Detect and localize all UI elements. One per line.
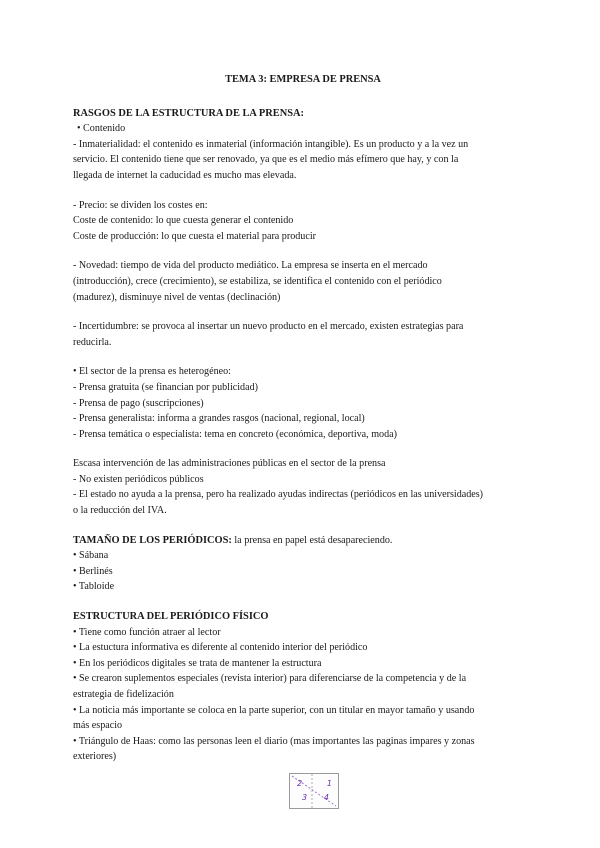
haas-label-1: 1 [326,778,332,788]
document-title: TEMA 3: EMPRESA DE PRENSA [225,74,381,85]
precio-line-3: Coste de producción: lo que cuesta el material para producir [73,230,316,242]
tamano-item-berlines: • Berlinés [73,565,113,577]
haas-figure-wrap [73,773,533,809]
intervencion-line-3: - El estado no ayuda a la prensa, pero ha realizado ayudas indirectas (periódicos en las universidades) [73,489,484,501]
haas-label-2: 2 [297,778,303,788]
novedad-line-3: (madurez), disminuye nivel de ventas (declinación) [73,291,281,303]
estructura-line-5: estrategia de fidelización [73,689,174,700]
inmaterialidad-line-3: llegada de internet la caducidad es mucho mas elevada. [73,169,297,181]
incertidumbre-line-2: reducirla. [73,336,112,348]
document-content [73,72,533,809]
estructura-line-1: • Tiene como función atraer al lector [73,626,221,638]
estructura-line-8: • Triángulo de Haas: como las personas leen el diario (mas importantes las paginas impares y zonas [73,735,475,747]
sector-line-2: - Prensa gratuita (se financian por publicidad) [73,381,258,393]
tamano-heading-rest: la prensa en papel está desapareciendo. [231,534,393,546]
rasgos-heading: RASGOS DE LA ESTRUCTURA DE LA PRENSA: [73,107,304,119]
sector-line-5: - Prensa temática o especialista: tema en concreto (económica, deportiva, moda) [73,428,397,440]
estructura-line-7: más espacio [73,720,123,732]
tamano-line [73,533,533,549]
tamano-item-tabloide: • Tabloide [73,581,115,593]
novedad-line-2: (introducción), crece (crecimiento), se estabiliza, se identifica el contenido con el periódico [73,275,442,287]
intervencion-line-4: o la reducción del IVA. [73,505,167,517]
haas-label-4: 4 [323,793,329,803]
intervencion-line-2: - No existen periódicos públicos [73,473,204,485]
intervencion-line-1: Escasa intervención de las administraciones públicas en el sector de la prensa [73,458,386,470]
inmaterialidad-line-2: servicio. El contenido tiene que ser renovado, ya que es el medio más efímero que hay, y con la [73,154,459,166]
sector-line-3: - Prensa de pago (suscripciones) [73,397,204,409]
estructura-line-2: • La estuctura informativa es diferente al contenido interior del periódico [73,642,368,654]
haas-triangle-figure [289,773,339,809]
estructura-line-6: • La noticia más importante se coloca en la parte superior, con un titular en mayor tamaño y usando [73,704,475,716]
inmaterialidad-line-1: - Inmaterialidad: el contenido es inmaterial (información intangible). Es un producto y a la vez un [73,138,469,150]
precio-line-1: - Precio: se dividen los costes en: [73,199,208,211]
incertidumbre-line-1: - Incertidumbre: se provoca al insertar un nuevo producto en el mercado, existen estrategias para [73,321,464,333]
estructura-heading: ESTRUCTURA DEL PERIÓDICO FÍSICO [73,611,269,623]
haas-label-3: 3 [302,793,308,803]
tamano-heading: TAMAÑO DE LOS PERIÓDICOS: [73,534,232,546]
sector-line-4: - Prensa generalista: informa a grandes rasgos (nacional, regional, local) [73,413,365,425]
novedad-line-1: - Novedad: tiempo de vida del producto mediático. La empresa se inserta en el mercado [73,260,428,272]
estructura-line-9: exteriores) [73,751,117,763]
estructura-line-3: • En los periódicos digitales se trata de mantener la estructura [73,657,322,669]
contenido-bullet: • Contenido [77,123,126,135]
sector-line-1: • El sector de la prensa es heterogéneo: [73,366,231,378]
precio-line-2: Coste de contenido: lo que cuesta generar el contenido [73,215,294,227]
tamano-item-sabana: • Sábana [73,550,109,562]
estructura-line-4: • Se crearon suplementos especiales (revista interior) para diferenciarse de la competencia y de la [73,673,467,685]
